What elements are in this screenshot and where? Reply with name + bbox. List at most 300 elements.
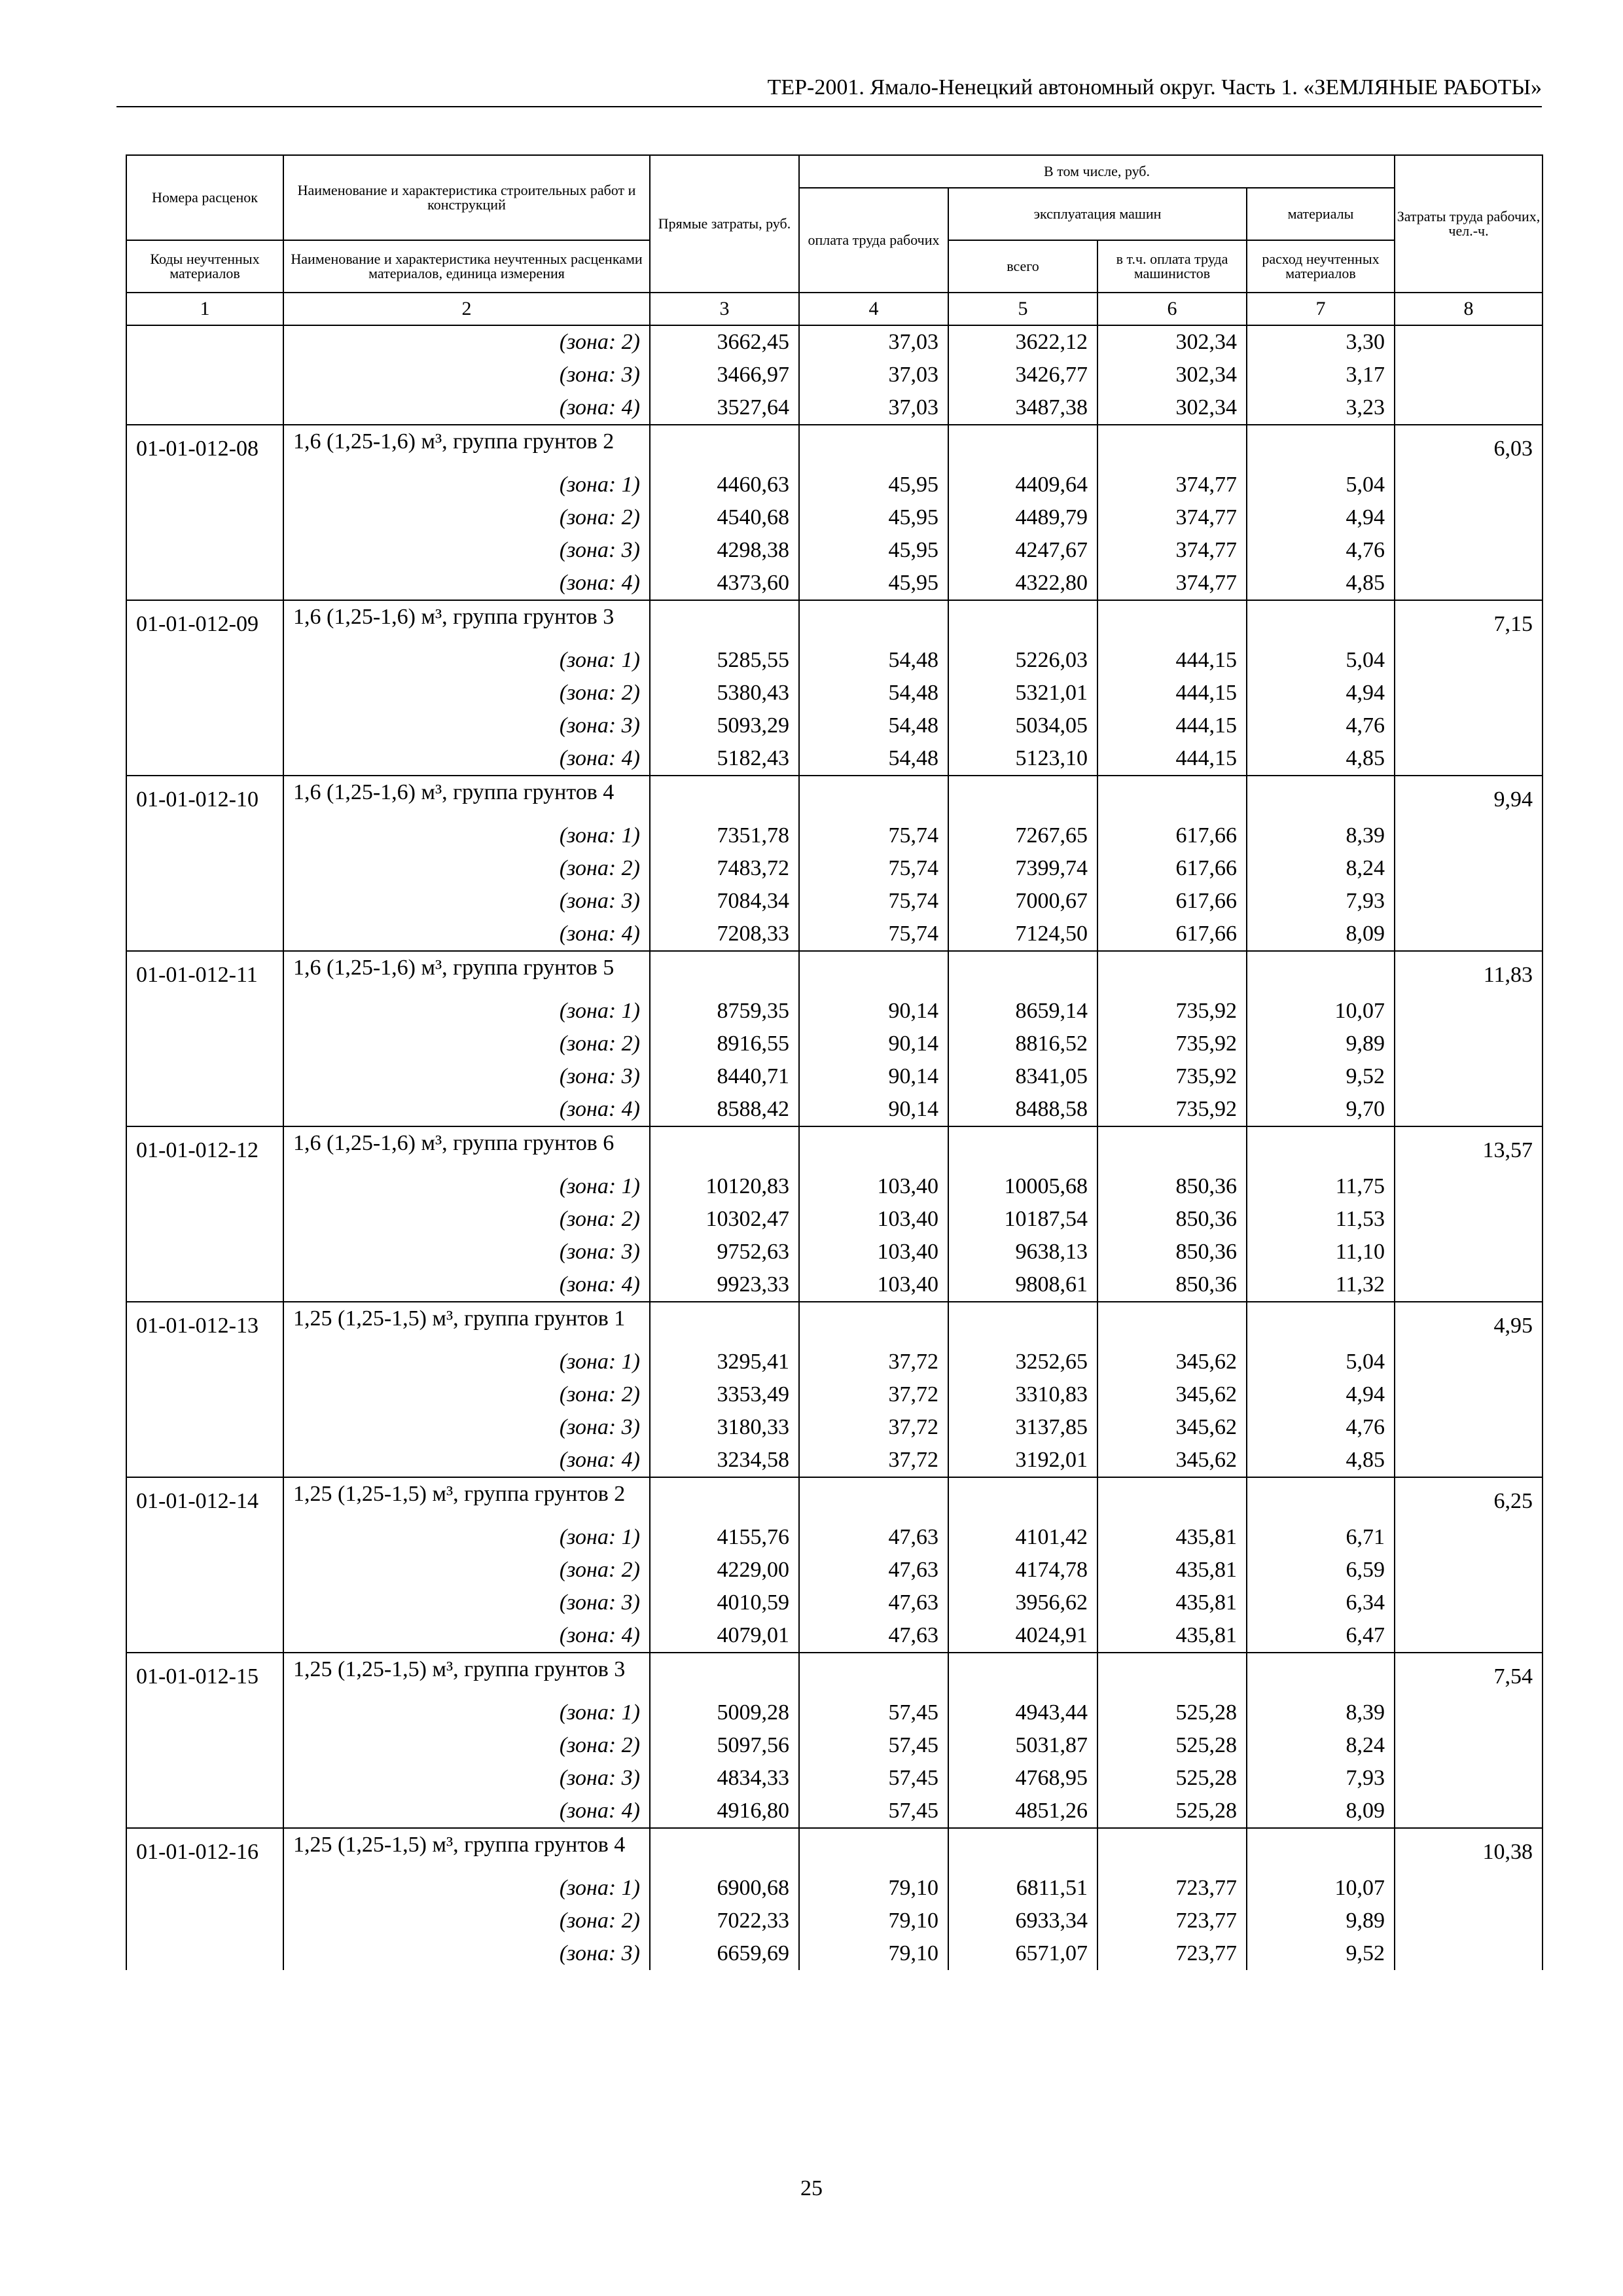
materials-cell: 6,47 — [1247, 1619, 1395, 1653]
rate-name: 1,6 (1,25-1,6) м³, группа грунтов 3 — [283, 600, 650, 644]
worker-pay-cell: 47,63 — [799, 1587, 948, 1619]
worker-pay-cell: 54,48 — [799, 709, 948, 742]
materials-cell: 4,76 — [1247, 534, 1395, 567]
machines-total-cell: 3192,01 — [948, 1444, 1097, 1477]
worker-pay-cell: 79,10 — [799, 1937, 948, 1970]
worker-pay-cell: 90,14 — [799, 1093, 948, 1126]
machines-total-cell: 4174,78 — [948, 1554, 1097, 1587]
header-worker-pay: оплата труда рабочих — [799, 188, 948, 293]
zone-label: (зона: 1) — [283, 1170, 650, 1203]
empty-cell — [948, 1477, 1097, 1521]
zone-label: (зона: 4) — [283, 1619, 650, 1653]
materials-cell: 6,59 — [1247, 1554, 1395, 1587]
rate-code: 01-01-012-13 — [126, 1302, 283, 1477]
rate-code: 01-01-012-15 — [126, 1653, 283, 1828]
machinist-pay-cell: 444,15 — [1097, 644, 1247, 677]
machines-total-cell: 4101,42 — [948, 1521, 1097, 1554]
zone-row — [126, 1028, 1543, 1060]
empty-cell — [948, 1126, 1097, 1170]
rate-row — [126, 425, 1543, 469]
zone-label: (зона: 2) — [283, 1554, 650, 1587]
direct-costs-cell: 4916,80 — [650, 1795, 799, 1828]
header-work-name: Наименование и характеристика строительных работ и конструкций — [283, 155, 650, 240]
empty-cell — [799, 425, 948, 469]
worker-pay-cell: 54,48 — [799, 742, 948, 776]
column-number: 1 — [126, 293, 283, 325]
header-machinist-pay: в т.ч. оплата труда машинистов — [1097, 240, 1247, 293]
materials-cell: 9,70 — [1247, 1093, 1395, 1126]
materials-cell: 9,52 — [1247, 1060, 1395, 1093]
empty-cell — [1247, 1302, 1395, 1346]
labor-hours-cell: 11,83 — [1395, 951, 1543, 1126]
worker-pay-cell: 54,48 — [799, 644, 948, 677]
machines-total-cell: 4322,80 — [948, 567, 1097, 600]
zone-row — [126, 1346, 1543, 1378]
zone-label: (зона: 4) — [283, 918, 650, 951]
rate-code: 01-01-012-11 — [126, 951, 283, 1126]
rate-code: 01-01-012-12 — [126, 1126, 283, 1302]
zone-row — [126, 469, 1543, 501]
empty-cell — [650, 1828, 799, 1872]
empty-cell — [1395, 325, 1543, 359]
materials-cell: 11,53 — [1247, 1203, 1395, 1236]
materials-cell: 3,23 — [1247, 391, 1395, 425]
header-materials: материалы — [1247, 188, 1395, 240]
direct-costs-cell: 3180,33 — [650, 1411, 799, 1444]
materials-cell: 4,76 — [1247, 709, 1395, 742]
empty-cell — [1247, 1653, 1395, 1696]
zone-label: (зона: 2) — [283, 1378, 650, 1411]
direct-costs-cell: 4229,00 — [650, 1554, 799, 1587]
column-number: 6 — [1097, 293, 1247, 325]
empty-cell — [1247, 1477, 1395, 1521]
worker-pay-cell: 75,74 — [799, 918, 948, 951]
labor-hours-cell: 4,95 — [1395, 1302, 1543, 1477]
zone-label: (зона: 3) — [283, 885, 650, 918]
machines-total-cell: 7000,67 — [948, 885, 1097, 918]
rate-row — [126, 1126, 1543, 1170]
machinist-pay-cell: 735,92 — [1097, 1028, 1247, 1060]
direct-costs-cell: 9752,63 — [650, 1236, 799, 1268]
empty-cell — [799, 1653, 948, 1696]
materials-cell: 8,39 — [1247, 819, 1395, 852]
labor-hours-cell: 10,38 — [1395, 1828, 1543, 1970]
empty-cell — [1097, 1653, 1247, 1696]
machines-total-cell: 8341,05 — [948, 1060, 1097, 1093]
direct-costs-cell: 10120,83 — [650, 1170, 799, 1203]
machines-total-cell: 4489,79 — [948, 501, 1097, 534]
zone-row — [126, 359, 1543, 391]
machines-total-cell: 3487,38 — [948, 391, 1097, 425]
worker-pay-cell: 57,45 — [799, 1696, 948, 1729]
page-number: 25 — [800, 2176, 823, 2200]
materials-cell: 11,75 — [1247, 1170, 1395, 1203]
empty-cell — [799, 1477, 948, 1521]
empty-cell — [948, 600, 1097, 644]
materials-cell: 4,85 — [1247, 1444, 1395, 1477]
zone-label: (зона: 1) — [283, 1696, 650, 1729]
zone-row — [126, 918, 1543, 951]
worker-pay-cell: 37,03 — [799, 391, 948, 425]
worker-pay-cell: 79,10 — [799, 1905, 948, 1937]
zone-row — [126, 709, 1543, 742]
empty-cell — [1097, 776, 1247, 819]
column-number: 5 — [948, 293, 1097, 325]
materials-cell: 5,04 — [1247, 469, 1395, 501]
machines-total-cell: 4851,26 — [948, 1795, 1097, 1828]
rate-row — [126, 1653, 1543, 1696]
direct-costs-cell: 7483,72 — [650, 852, 799, 885]
labor-hours-cell: 13,57 — [1395, 1126, 1543, 1302]
direct-costs-cell: 7208,33 — [650, 918, 799, 951]
materials-cell: 3,17 — [1247, 359, 1395, 391]
materials-cell: 4,94 — [1247, 1378, 1395, 1411]
materials-cell: 3,30 — [1247, 325, 1395, 359]
worker-pay-cell: 103,40 — [799, 1203, 948, 1236]
direct-costs-cell: 3662,45 — [650, 325, 799, 359]
machinist-pay-cell: 723,77 — [1097, 1872, 1247, 1905]
empty-cell — [1097, 600, 1247, 644]
zone-row — [126, 1762, 1543, 1795]
empty-cell — [650, 776, 799, 819]
header-material-codes: Коды неучтенных материалов — [126, 240, 283, 293]
machines-total-cell: 5321,01 — [948, 677, 1097, 709]
zone-row — [126, 677, 1543, 709]
materials-cell: 5,04 — [1247, 644, 1395, 677]
rate-row — [126, 600, 1543, 644]
zone-row — [126, 852, 1543, 885]
rate-row — [126, 951, 1543, 995]
machinist-pay-cell: 345,62 — [1097, 1346, 1247, 1378]
zone-label: (зона: 1) — [283, 1521, 650, 1554]
zone-row — [126, 1587, 1543, 1619]
zone-label: (зона: 3) — [283, 1411, 650, 1444]
direct-costs-cell: 8916,55 — [650, 1028, 799, 1060]
zone-row — [126, 1060, 1543, 1093]
worker-pay-cell: 79,10 — [799, 1872, 948, 1905]
machines-total-cell: 10187,54 — [948, 1203, 1097, 1236]
machinist-pay-cell: 850,36 — [1097, 1268, 1247, 1302]
zone-row — [126, 501, 1543, 534]
direct-costs-cell: 4834,33 — [650, 1762, 799, 1795]
worker-pay-cell: 57,45 — [799, 1729, 948, 1762]
labor-hours-cell: 6,25 — [1395, 1477, 1543, 1653]
zone-label: (зона: 2) — [283, 677, 650, 709]
materials-cell: 5,04 — [1247, 1346, 1395, 1378]
zone-label: (зона: 1) — [283, 1872, 650, 1905]
empty-cell — [126, 325, 283, 359]
zone-label: (зона: 1) — [283, 995, 650, 1028]
machines-total-cell: 6571,07 — [948, 1937, 1097, 1970]
direct-costs-cell: 5285,55 — [650, 644, 799, 677]
machinist-pay-cell: 374,77 — [1097, 567, 1247, 600]
rate-code: 01-01-012-16 — [126, 1828, 283, 1970]
direct-costs-cell: 8588,42 — [650, 1093, 799, 1126]
worker-pay-cell: 75,74 — [799, 819, 948, 852]
direct-costs-cell: 4010,59 — [650, 1587, 799, 1619]
direct-costs-cell: 8759,35 — [650, 995, 799, 1028]
header-including: В том числе, руб. — [799, 155, 1395, 188]
machines-total-cell: 4024,91 — [948, 1619, 1097, 1653]
worker-pay-cell: 57,45 — [799, 1795, 948, 1828]
worker-pay-cell: 37,72 — [799, 1378, 948, 1411]
direct-costs-cell: 3466,97 — [650, 359, 799, 391]
machines-total-cell: 8488,58 — [948, 1093, 1097, 1126]
worker-pay-cell: 90,14 — [799, 1028, 948, 1060]
direct-costs-cell: 3353,49 — [650, 1378, 799, 1411]
rate-row — [126, 776, 1543, 819]
machines-total-cell: 5226,03 — [948, 644, 1097, 677]
zone-label: (зона: 4) — [283, 1444, 650, 1477]
zone-row — [126, 742, 1543, 776]
worker-pay-cell: 45,95 — [799, 469, 948, 501]
zone-label: (зона: 1) — [283, 819, 650, 852]
zone-label: (зона: 1) — [283, 644, 650, 677]
machinist-pay-cell: 435,81 — [1097, 1587, 1247, 1619]
materials-cell: 8,09 — [1247, 1795, 1395, 1828]
empty-cell — [1395, 359, 1543, 391]
machinist-pay-cell: 444,15 — [1097, 709, 1247, 742]
header-machines: эксплуатация машин — [948, 188, 1247, 240]
direct-costs-cell: 6659,69 — [650, 1937, 799, 1970]
zone-row — [126, 1093, 1543, 1126]
machines-total-cell: 3252,65 — [948, 1346, 1097, 1378]
zone-row — [126, 1268, 1543, 1302]
machines-total-cell: 4247,67 — [948, 534, 1097, 567]
materials-cell: 4,76 — [1247, 1411, 1395, 1444]
empty-cell — [799, 951, 948, 995]
materials-cell: 7,93 — [1247, 885, 1395, 918]
machinist-pay-cell: 302,34 — [1097, 325, 1247, 359]
machinist-pay-cell: 525,28 — [1097, 1696, 1247, 1729]
empty-cell — [1247, 951, 1395, 995]
machines-total-cell: 8659,14 — [948, 995, 1097, 1028]
materials-cell: 4,94 — [1247, 501, 1395, 534]
materials-cell: 10,07 — [1247, 1872, 1395, 1905]
zone-row — [126, 1872, 1543, 1905]
empty-cell — [1247, 776, 1395, 819]
machinist-pay-cell: 850,36 — [1097, 1236, 1247, 1268]
empty-cell — [650, 1302, 799, 1346]
running-header — [116, 73, 1542, 107]
empty-cell — [1395, 391, 1543, 425]
zone-row — [126, 1411, 1543, 1444]
direct-costs-cell: 6900,68 — [650, 1872, 799, 1905]
machines-total-cell: 4768,95 — [948, 1762, 1097, 1795]
zone-label: (зона: 2) — [283, 852, 650, 885]
empty-cell — [948, 425, 1097, 469]
empty-cell — [948, 1653, 1097, 1696]
empty-cell — [1097, 1828, 1247, 1872]
zone-label: (зона: 4) — [283, 742, 650, 776]
machinist-pay-cell: 444,15 — [1097, 677, 1247, 709]
materials-cell: 7,93 — [1247, 1762, 1395, 1795]
table-header — [126, 155, 1543, 325]
header-material-consumption: расход неучтенных материалов — [1247, 240, 1395, 293]
direct-costs-cell: 4298,38 — [650, 534, 799, 567]
direct-costs-cell: 4460,63 — [650, 469, 799, 501]
zone-label: (зона: 4) — [283, 567, 650, 600]
materials-cell: 9,89 — [1247, 1905, 1395, 1937]
machinist-pay-cell: 435,81 — [1097, 1521, 1247, 1554]
materials-cell: 8,24 — [1247, 852, 1395, 885]
materials-cell: 4,85 — [1247, 742, 1395, 776]
direct-costs-cell: 3295,41 — [650, 1346, 799, 1378]
zone-row — [126, 534, 1543, 567]
machines-total-cell: 8816,52 — [948, 1028, 1097, 1060]
column-number: 8 — [1395, 293, 1543, 325]
worker-pay-cell: 37,72 — [799, 1444, 948, 1477]
rate-name: 1,6 (1,25-1,6) м³, группа грунтов 2 — [283, 425, 650, 469]
rate-code: 01-01-012-08 — [126, 425, 283, 600]
zone-label: (зона: 3) — [283, 1236, 650, 1268]
machines-total-cell: 5123,10 — [948, 742, 1097, 776]
empty-cell — [948, 951, 1097, 995]
zone-label: (зона: 3) — [283, 709, 650, 742]
zone-row — [126, 1619, 1543, 1653]
machines-total-cell: 5031,87 — [948, 1729, 1097, 1762]
machinist-pay-cell: 302,34 — [1097, 359, 1247, 391]
labor-hours-cell: 9,94 — [1395, 776, 1543, 951]
zone-row — [126, 567, 1543, 600]
direct-costs-cell: 5097,56 — [650, 1729, 799, 1762]
machines-total-cell: 3622,12 — [948, 325, 1097, 359]
empty-cell — [126, 359, 283, 391]
direct-costs-cell: 3234,58 — [650, 1444, 799, 1477]
zone-row — [126, 819, 1543, 852]
materials-cell: 8,09 — [1247, 918, 1395, 951]
direct-costs-cell: 5380,43 — [650, 677, 799, 709]
zone-row — [126, 1795, 1543, 1828]
empty-cell — [1247, 600, 1395, 644]
direct-costs-cell: 4155,76 — [650, 1521, 799, 1554]
empty-cell — [1247, 425, 1395, 469]
machinist-pay-cell: 850,36 — [1097, 1170, 1247, 1203]
zone-label: (зона: 4) — [283, 1093, 650, 1126]
zone-row — [126, 1203, 1543, 1236]
rate-code: 01-01-012-09 — [126, 600, 283, 776]
empty-cell — [1247, 1828, 1395, 1872]
zone-label: (зона: 2) — [283, 1905, 650, 1937]
machines-total-cell: 4943,44 — [948, 1696, 1097, 1729]
zone-label: (зона: 1) — [283, 469, 650, 501]
worker-pay-cell: 47,63 — [799, 1554, 948, 1587]
zone-row — [126, 1554, 1543, 1587]
zone-label: (зона: 2) — [283, 1028, 650, 1060]
machines-total-cell: 3956,62 — [948, 1587, 1097, 1619]
machinist-pay-cell: 345,62 — [1097, 1411, 1247, 1444]
empty-cell — [948, 1828, 1097, 1872]
machinist-pay-cell: 617,66 — [1097, 819, 1247, 852]
rate-name: 1,6 (1,25-1,6) м³, группа грунтов 4 — [283, 776, 650, 819]
zone-label: (зона: 3) — [283, 1060, 650, 1093]
machinist-pay-cell: 617,66 — [1097, 918, 1247, 951]
empty-cell — [799, 776, 948, 819]
worker-pay-cell: 45,95 — [799, 534, 948, 567]
machinist-pay-cell: 617,66 — [1097, 852, 1247, 885]
zone-label: (зона: 3) — [283, 1587, 650, 1619]
direct-costs-cell: 7351,78 — [650, 819, 799, 852]
header-machines-total: всего — [948, 240, 1097, 293]
machinist-pay-cell: 374,77 — [1097, 534, 1247, 567]
zone-row — [126, 885, 1543, 918]
worker-pay-cell: 90,14 — [799, 1060, 948, 1093]
header-rate-numbers: Номера расценок — [126, 155, 283, 240]
zone-label: (зона: 2) — [283, 1729, 650, 1762]
empty-cell — [650, 425, 799, 469]
labor-hours-cell: 7,54 — [1395, 1653, 1543, 1828]
direct-costs-cell: 7084,34 — [650, 885, 799, 918]
machinist-pay-cell: 345,62 — [1097, 1444, 1247, 1477]
zone-row — [126, 1444, 1543, 1477]
zone-label: (зона: 2) — [283, 325, 650, 359]
zone-row — [126, 995, 1543, 1028]
header-direct-costs: Прямые затраты, руб. — [650, 155, 799, 293]
machines-total-cell: 6811,51 — [948, 1872, 1097, 1905]
worker-pay-cell: 103,40 — [799, 1170, 948, 1203]
machinist-pay-cell: 374,77 — [1097, 501, 1247, 534]
empty-cell — [799, 1828, 948, 1872]
machinist-pay-cell: 735,92 — [1097, 995, 1247, 1028]
machines-total-cell: 10005,68 — [948, 1170, 1097, 1203]
rate-name: 1,6 (1,25-1,6) м³, группа грунтов 6 — [283, 1126, 650, 1170]
direct-costs-cell: 4373,60 — [650, 567, 799, 600]
zone-row — [126, 1696, 1543, 1729]
worker-pay-cell: 90,14 — [799, 995, 948, 1028]
empty-cell — [1247, 1126, 1395, 1170]
machinist-pay-cell: 525,28 — [1097, 1762, 1247, 1795]
zone-row — [126, 644, 1543, 677]
zone-label: (зона: 1) — [283, 1346, 650, 1378]
materials-cell: 11,32 — [1247, 1268, 1395, 1302]
column-number: 2 — [283, 293, 650, 325]
empty-cell — [126, 391, 283, 425]
machinist-pay-cell: 723,77 — [1097, 1937, 1247, 1970]
materials-cell: 10,07 — [1247, 995, 1395, 1028]
empty-cell — [650, 1477, 799, 1521]
materials-cell: 11,10 — [1247, 1236, 1395, 1268]
machinist-pay-cell: 435,81 — [1097, 1619, 1247, 1653]
materials-cell: 9,89 — [1247, 1028, 1395, 1060]
materials-cell: 6,34 — [1247, 1587, 1395, 1619]
zone-row — [126, 1236, 1543, 1268]
machinist-pay-cell: 302,34 — [1097, 391, 1247, 425]
rate-code: 01-01-012-10 — [126, 776, 283, 951]
rate-row — [126, 1828, 1543, 1872]
column-number: 4 — [799, 293, 948, 325]
machinist-pay-cell: 735,92 — [1097, 1093, 1247, 1126]
column-number: 3 — [650, 293, 799, 325]
machines-total-cell: 5034,05 — [948, 709, 1097, 742]
materials-cell: 9,52 — [1247, 1937, 1395, 1970]
rate-code: 01-01-012-14 — [126, 1477, 283, 1653]
direct-costs-cell: 9923,33 — [650, 1268, 799, 1302]
worker-pay-cell: 37,03 — [799, 359, 948, 391]
materials-cell: 4,94 — [1247, 677, 1395, 709]
direct-costs-cell: 7022,33 — [650, 1905, 799, 1937]
zone-label: (зона: 3) — [283, 534, 650, 567]
rate-name: 1,25 (1,25-1,5) м³, группа грунтов 3 — [283, 1653, 650, 1696]
empty-cell — [1097, 425, 1247, 469]
empty-cell — [948, 776, 1097, 819]
worker-pay-cell: 54,48 — [799, 677, 948, 709]
zone-label: (зона: 4) — [283, 391, 650, 425]
direct-costs-cell: 3527,64 — [650, 391, 799, 425]
empty-cell — [650, 951, 799, 995]
worker-pay-cell: 47,63 — [799, 1619, 948, 1653]
zone-label: (зона: 3) — [283, 1762, 650, 1795]
empty-cell — [799, 1302, 948, 1346]
